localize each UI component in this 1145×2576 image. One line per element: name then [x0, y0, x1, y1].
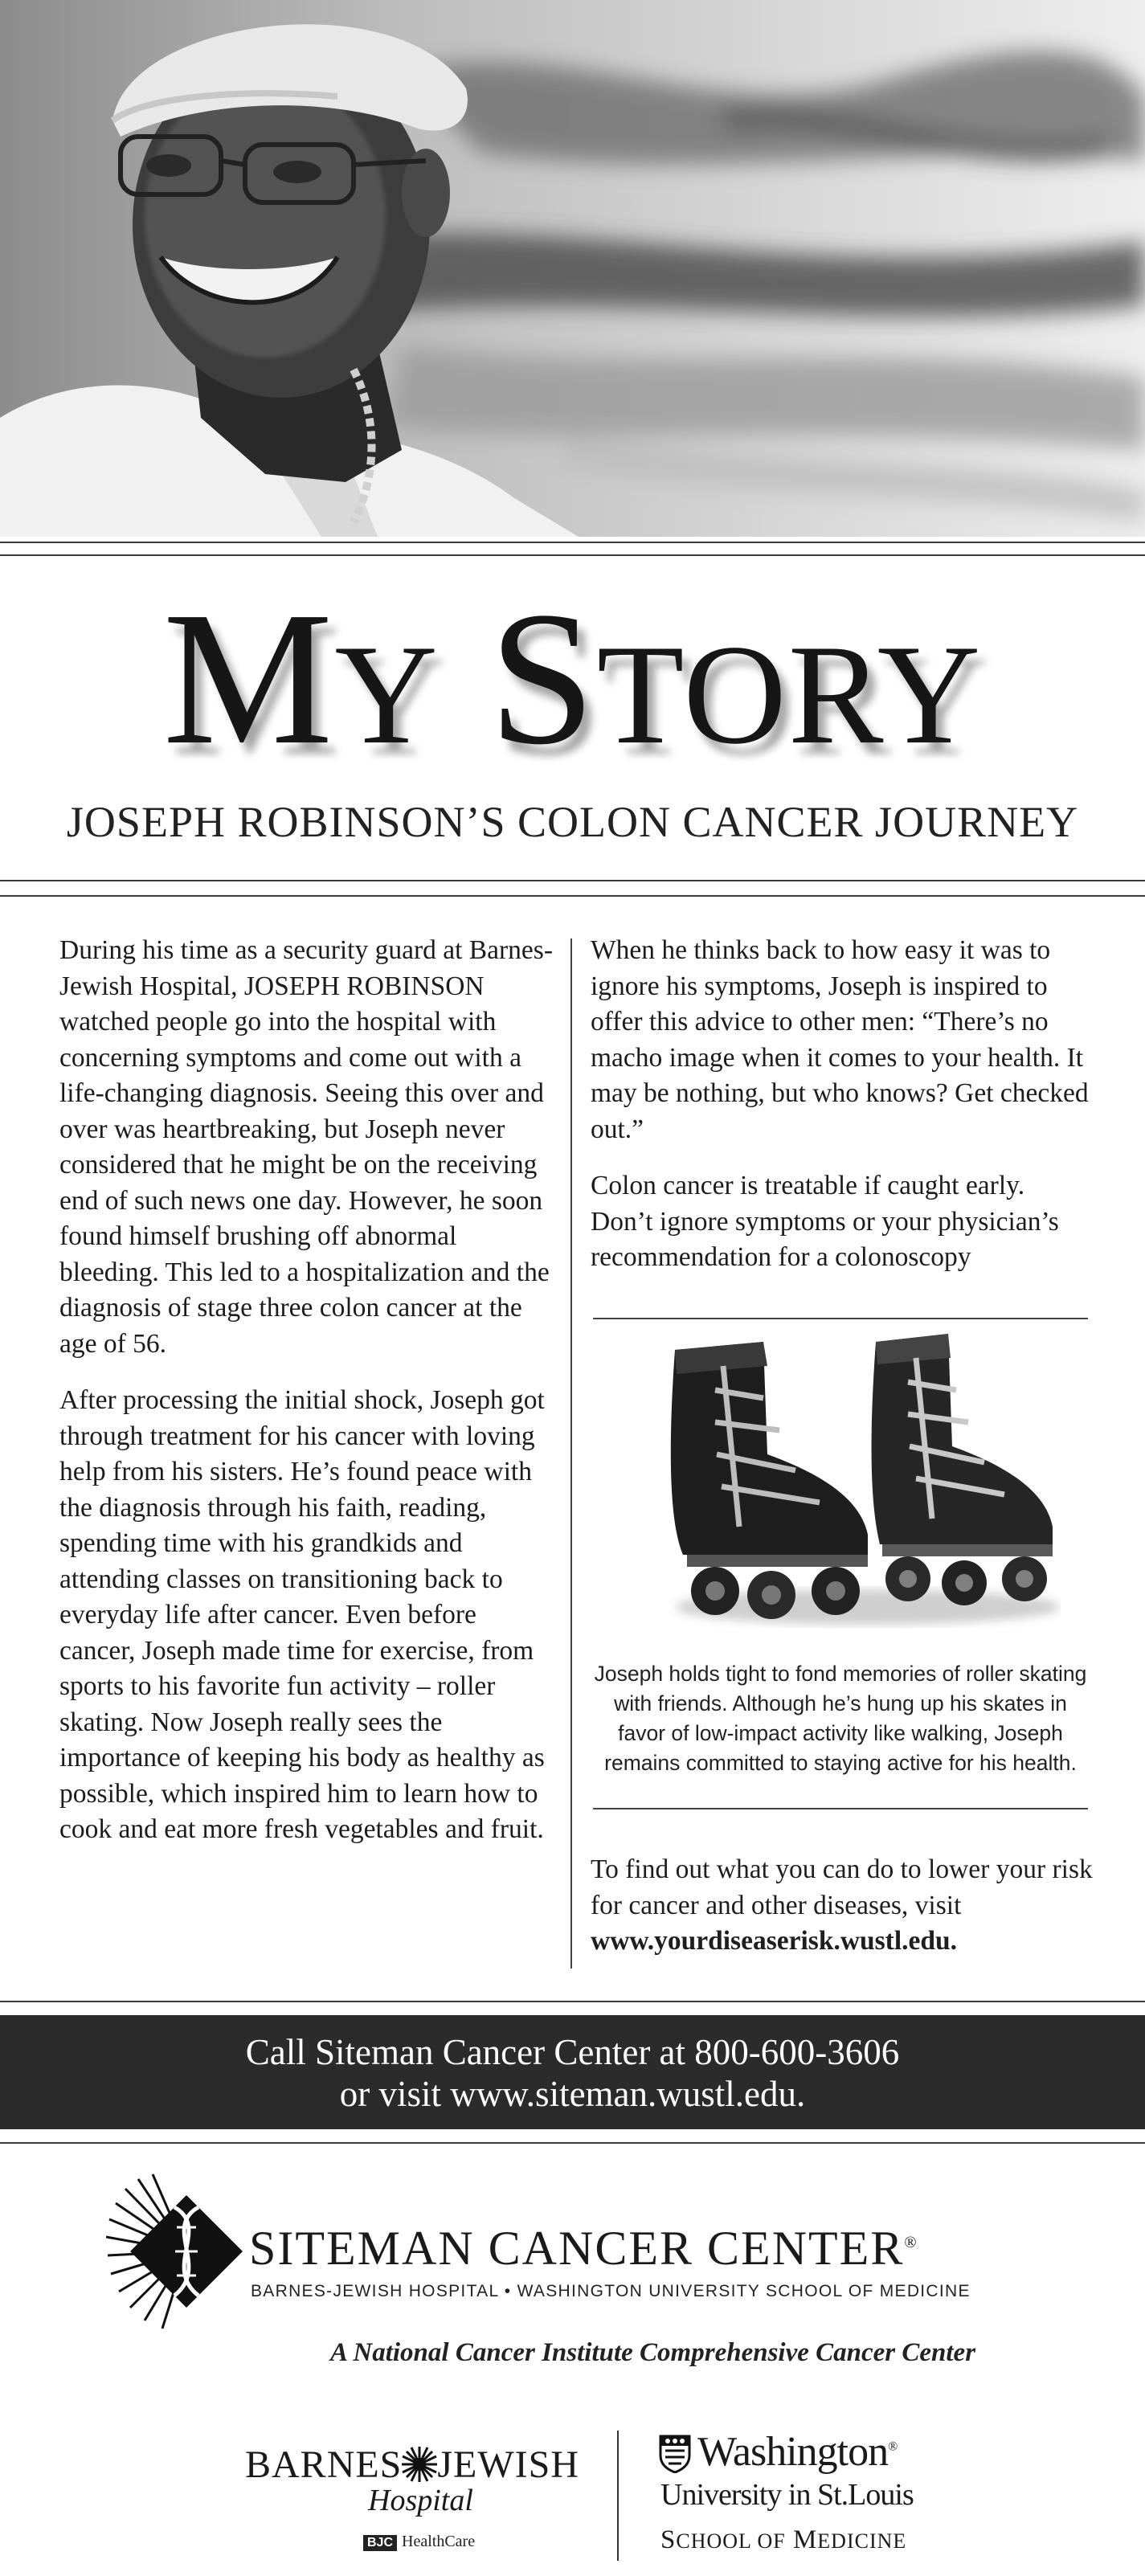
bjh-logo-bjc: BJC HealthCare — [363, 2533, 475, 2551]
washington-university-crest-icon — [659, 2435, 691, 2473]
caption-bottom-rule — [593, 1808, 1088, 1809]
wu-logo-subtitle: University in St.Louis — [660, 2478, 914, 2512]
advice-paragraph: When he thinks back to how easy it was to ignore his symptoms, Joseph is inspired to offer this advice to other men: “There’s no macho image when it comes to your health. It may be nothing, but who knows? Get checked out.” — [591, 935, 1089, 1144]
contact-band — [0, 2015, 1145, 2129]
cta-text: To find out what you can do to lower your risk for cancer and other diseases, visit — [591, 1854, 1093, 1920]
bjh-star-logo-icon — [402, 2443, 437, 2486]
hero-portrait-photo — [0, 0, 1145, 537]
siteman-affiliation: BARNES-JEWISH HOSPITAL • WASHINGTON UNIVERSITY SCHOOL OF MEDICINE — [251, 2282, 971, 2300]
wu-logo-name: Washington® — [697, 2429, 898, 2475]
masthead-rule-2 — [0, 895, 1145, 897]
logo-divider — [617, 2431, 619, 2561]
story-right-column — [591, 933, 1093, 1297]
photo-caption: Joseph holds tight to fond memories of roller skating with friends. Although he’s hung up his skates in favor of low-impact activity like walking, Joseph remains committed to staying active for his health. — [594, 1662, 1087, 1775]
siteman-sunburst-dna-logo-icon — [106, 2171, 267, 2330]
photo-top-rule — [593, 1318, 1088, 1319]
top-rule — [0, 542, 1145, 543]
column-divider — [570, 938, 572, 1969]
cta-link[interactable]: www.yourdiseaserisk.wustl.edu. — [591, 1926, 958, 1956]
contact-line-web: or visit www.siteman.wustl.edu. — [339, 2074, 806, 2114]
band-bottom-rule — [0, 2142, 1145, 2144]
story-paragraph-1: During his time as a security guard at Barnes-Jewish Hospital, JOSEPH ROBINSON watched people go into the hospital with concerning symptoms and come out with a life-changing diagnosis. Seeing this over and over was heartbreaking, but Joseph never considered that he might be on the receiving end of such news one day. However, he soon found himself brushing off abnormal bleeding. This led to a hospitalization and the diagnosis of stage three colon cancer at the age of 56. — [59, 935, 553, 1359]
band-top-rule — [0, 2001, 1145, 2002]
portrait-photo-icon — [0, 0, 1145, 537]
siteman-logo-name: SITEMAN CANCER CENTER® — [249, 2222, 918, 2275]
contact-line-phone: Call Siteman Cancer Center at 800-600-3606 — [245, 2032, 900, 2072]
page-title: MY STORY — [162, 573, 983, 784]
story-paragraph-2: After processing the initial shock, Joseph got through treatment for his cancer with loving help from his sisters. He’s found peace with the diagnosis through his faith, reading, spending time with his grandkids and attending classes on transitioning back to everyday life after cancer. Even before cancer, Joseph made time for exercise, from sports to his favorite fun activity – roller skating. Now Joseph really sees the importance of keeping his body as healthy as possible, which inspired him to learn how to cook and eat more fresh vegetables and fruit. — [59, 1385, 545, 1844]
siteman-nci-tagline: A National Cancer Institute Comprehensive Cancer Center — [329, 2338, 976, 2367]
page-subtitle: JOSEPH ROBINSON’S COLON CANCER JOURNEY — [66, 798, 1079, 846]
treatable-paragraph: Colon cancer is treatable if caught early. Don’t ignore symptoms or your physician’s recommendation for a colonoscopy — [591, 1171, 1059, 1272]
bjh-logo-name: BARNES JEWISH — [245, 2443, 580, 2486]
story-left-column — [59, 933, 558, 1869]
roller-skates-photo — [627, 1334, 1061, 1639]
roller-skates-icon — [627, 1334, 1061, 1639]
top-rule-2 — [0, 554, 1145, 556]
masthead-rule — [0, 880, 1145, 881]
wu-logo-school: SCHOOL OF MEDICINE — [660, 2525, 907, 2554]
call-to-action — [591, 1852, 1097, 1960]
bjh-logo-hospital: Hospital — [368, 2484, 473, 2517]
